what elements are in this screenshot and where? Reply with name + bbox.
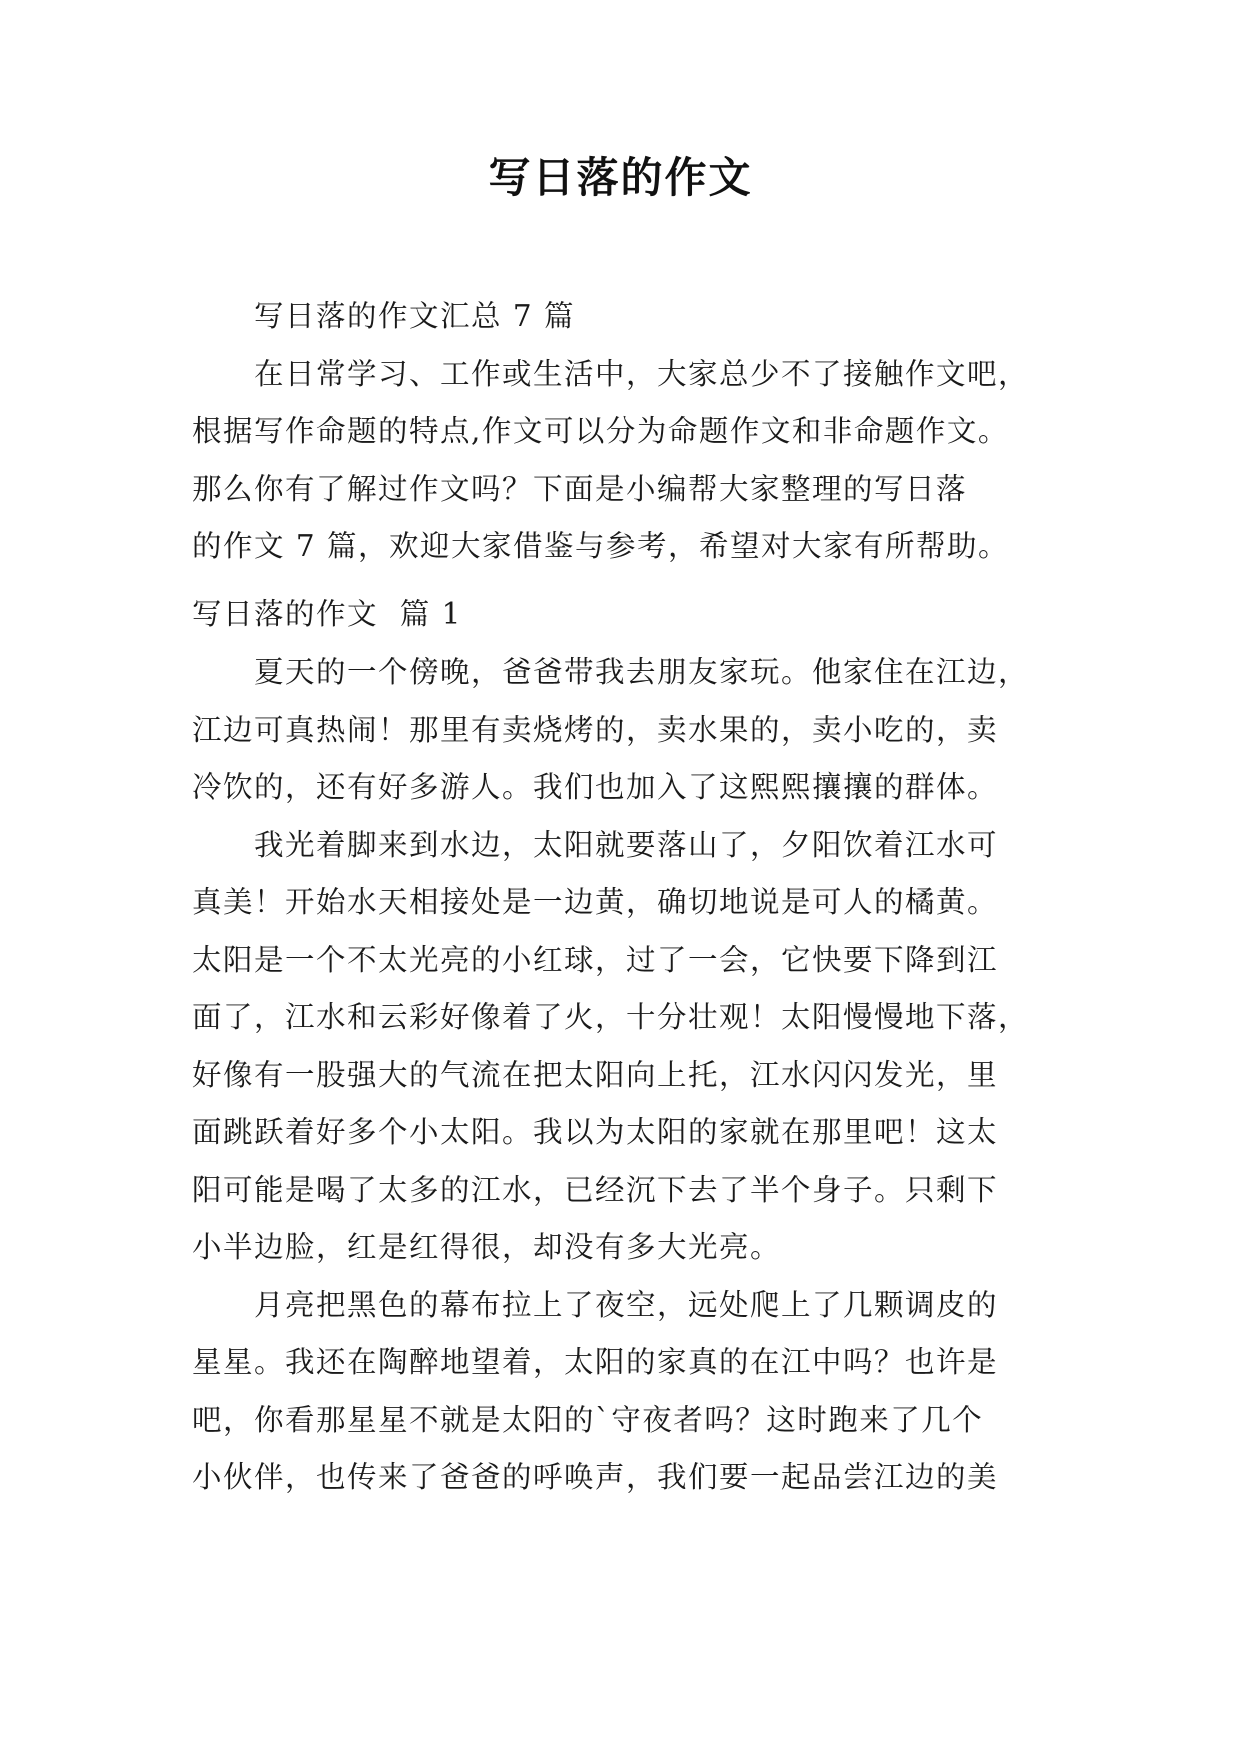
intro-line: 的作文 7 篇，欢迎大家借鉴与参考，希望对大家有所帮助。 (192, 529, 1010, 563)
essay-line: 江边可真热闹！那里有卖烧烤的，卖水果的，卖小吃的，卖 (192, 712, 999, 747)
essay-line: 小半边脸，红是红得很，却没有多大光亮。 (192, 1230, 782, 1264)
intro-line: 根据写作命题的特点,作文可以分为命题作文和非命题作文。 (192, 414, 1009, 448)
essay-line: 吧，你看那星星不就是太阳的`守夜者吗？这时跑来了几个 (192, 1402, 984, 1437)
essay-line: 好像有一股强大的气流在把太阳向上托，江水闪闪发光，里 (192, 1057, 999, 1092)
intro-block (192, 288, 1062, 576)
essay-line: 面跳跃着好多个小太阳。我以为太阳的家就在那里吧！这太 (192, 1115, 999, 1149)
essay-line: 夏天的一个傍晚，爸爸带我去朋友家玩。他家住在江边， (253, 655, 1029, 689)
essay-line: 面了，江水和云彩好像着了火，十分壮观！太阳慢慢地下落， (192, 1000, 1030, 1034)
essay-line: 阳可能是喝了太多的江水，已经沉下去了半个身子。只剩下 (192, 1172, 999, 1207)
intro-subtitle: 写日落的作文汇总 7 篇 (253, 299, 575, 333)
essay-line: 太阳是一个不太光亮的小红球，过了一会，它快要下降到江 (192, 942, 999, 977)
essay-line: 我光着脚来到水边，太阳就要落山了，夕阳饮着江水可 (253, 827, 998, 862)
essay-line: 冷饮的，还有好多游人。我们也加入了这熙熙攘攘的群体。 (192, 770, 999, 804)
essay-body (192, 644, 1062, 1507)
essay-line: 月亮把黑色的幕布拉上了夜空，远处爬上了几颗调皮的 (253, 1287, 998, 1322)
section-heading: 写日落的作文 篇 1 (192, 597, 462, 631)
essay-line: 星星。我还在陶醉地望着，太阳的家真的在江中吗？也许是 (192, 1345, 999, 1379)
intro-line: 那么你有了解过作文吗？下面是小编帮大家整理的写日落 (192, 471, 968, 506)
document-title: 写日落的作文 (488, 153, 753, 202)
essay-line: 小伙伴，也传来了爸爸的呼唤声，我们要一起品尝江边的美 (192, 1460, 999, 1494)
intro-line: 在日常学习、工作或生活中，大家总少不了接触作文吧， (253, 356, 1029, 391)
essay-line: 真美！开始水天相接处是一边黄，确切地说是可人的橘黄。 (192, 885, 999, 919)
